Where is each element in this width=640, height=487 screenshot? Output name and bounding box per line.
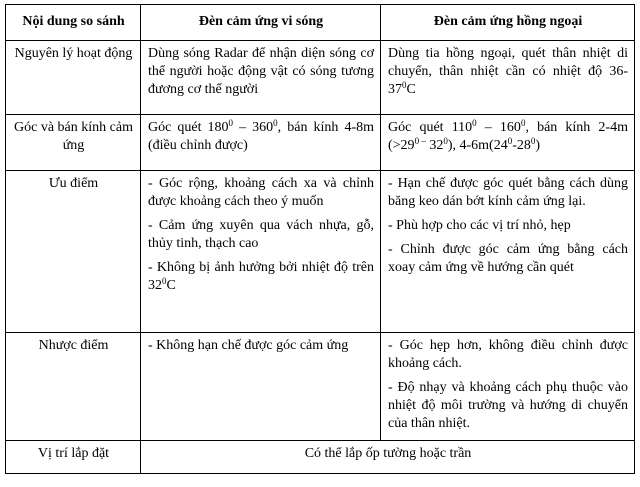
label-principle: Nguyên lý hoạt động [6, 41, 141, 115]
text-angle-microwave: Góc quét $180^0 - 360^0$, bán kính 4-8m (điều chỉnh được) [148, 118, 375, 153]
list-item: - Góc hẹp hơn, không điều chỉnh được khoảng cách. [388, 338, 628, 371]
row-position [6, 441, 635, 474]
list-item: - Cảm ứng xuyên qua vách nhựa, gỗ, thủy tinh, thạch cao [148, 218, 374, 251]
cell-angle-microwave [141, 115, 381, 171]
cell-disadvantages-infrared [381, 333, 635, 441]
list-item: - Góc rộng, khoảng cách xa và chỉnh được khoảng cách theo ý muốn [148, 176, 374, 209]
cell-advantages-microwave [141, 171, 381, 333]
text-principle-infrared: Dùng tia hồng ngoại, quét thân nhiệt di chuyển, thân nhiệt cần có nhiệt độ $36-37^0C$ [388, 46, 628, 97]
list-item: - Hạn chế được góc quét bằng cách dùng băng keo dán bớt kính cảm ứng lại. [388, 176, 628, 209]
row-advantages [6, 171, 635, 333]
text-principle-microwave: Dùng sóng Radar để nhận diện sóng cơ thể người hoặc động vật có sóng tương đương cơ thể người [148, 46, 374, 97]
label-advantages: Ưu điểm [6, 171, 141, 333]
cell-position-merged: Có thể lắp ốp tường hoặc trần [141, 441, 635, 474]
row-angle [6, 115, 635, 171]
header-microwave: Đèn cảm ứng vi sóng [141, 5, 381, 41]
list-item: - Chỉnh được góc cảm ứng bằng cách xoay cảm ứng về hướng cần quét [388, 242, 628, 275]
cell-disadvantages-microwave [141, 333, 381, 441]
text-angle-infrared: Góc quét $110^0 - 160^0$, bán kính 2-4m ($>29^{0 -}$ $32^0$), $4-6m(24^0-28^0)$ [388, 118, 628, 153]
row-principle [6, 41, 635, 115]
label-disadvantages: Nhược điểm [6, 333, 141, 441]
cell-angle-infrared [381, 115, 635, 171]
list-item: - Không hạn chế được góc cảm ứng [148, 338, 349, 353]
header-row [6, 5, 635, 41]
header-content: Nội dung so sánh [6, 5, 141, 41]
list-item: - Không bị ảnh hưởng bởi nhiệt độ trên $32^0C$ [148, 260, 374, 293]
cell-principle-infrared [381, 41, 635, 115]
header-infrared: Đèn cảm ứng hồng ngoại [381, 5, 635, 41]
list-item: - Độ nhạy và khoảng cách phụ thuộc vào nhiệt độ môi trường và hướng di chuyển của thân nhiệt. [388, 380, 628, 431]
comparison-table [5, 4, 635, 474]
cell-advantages-infrared [381, 171, 635, 333]
label-angle: Góc và bán kính cảm ứng [6, 115, 141, 171]
list-item: - Phù hợp cho các vị trí nhỏ, hẹp [388, 218, 571, 233]
cell-principle-microwave [141, 41, 381, 115]
row-disadvantages [6, 333, 635, 441]
label-position: Vị trí lắp đặt [6, 441, 141, 474]
